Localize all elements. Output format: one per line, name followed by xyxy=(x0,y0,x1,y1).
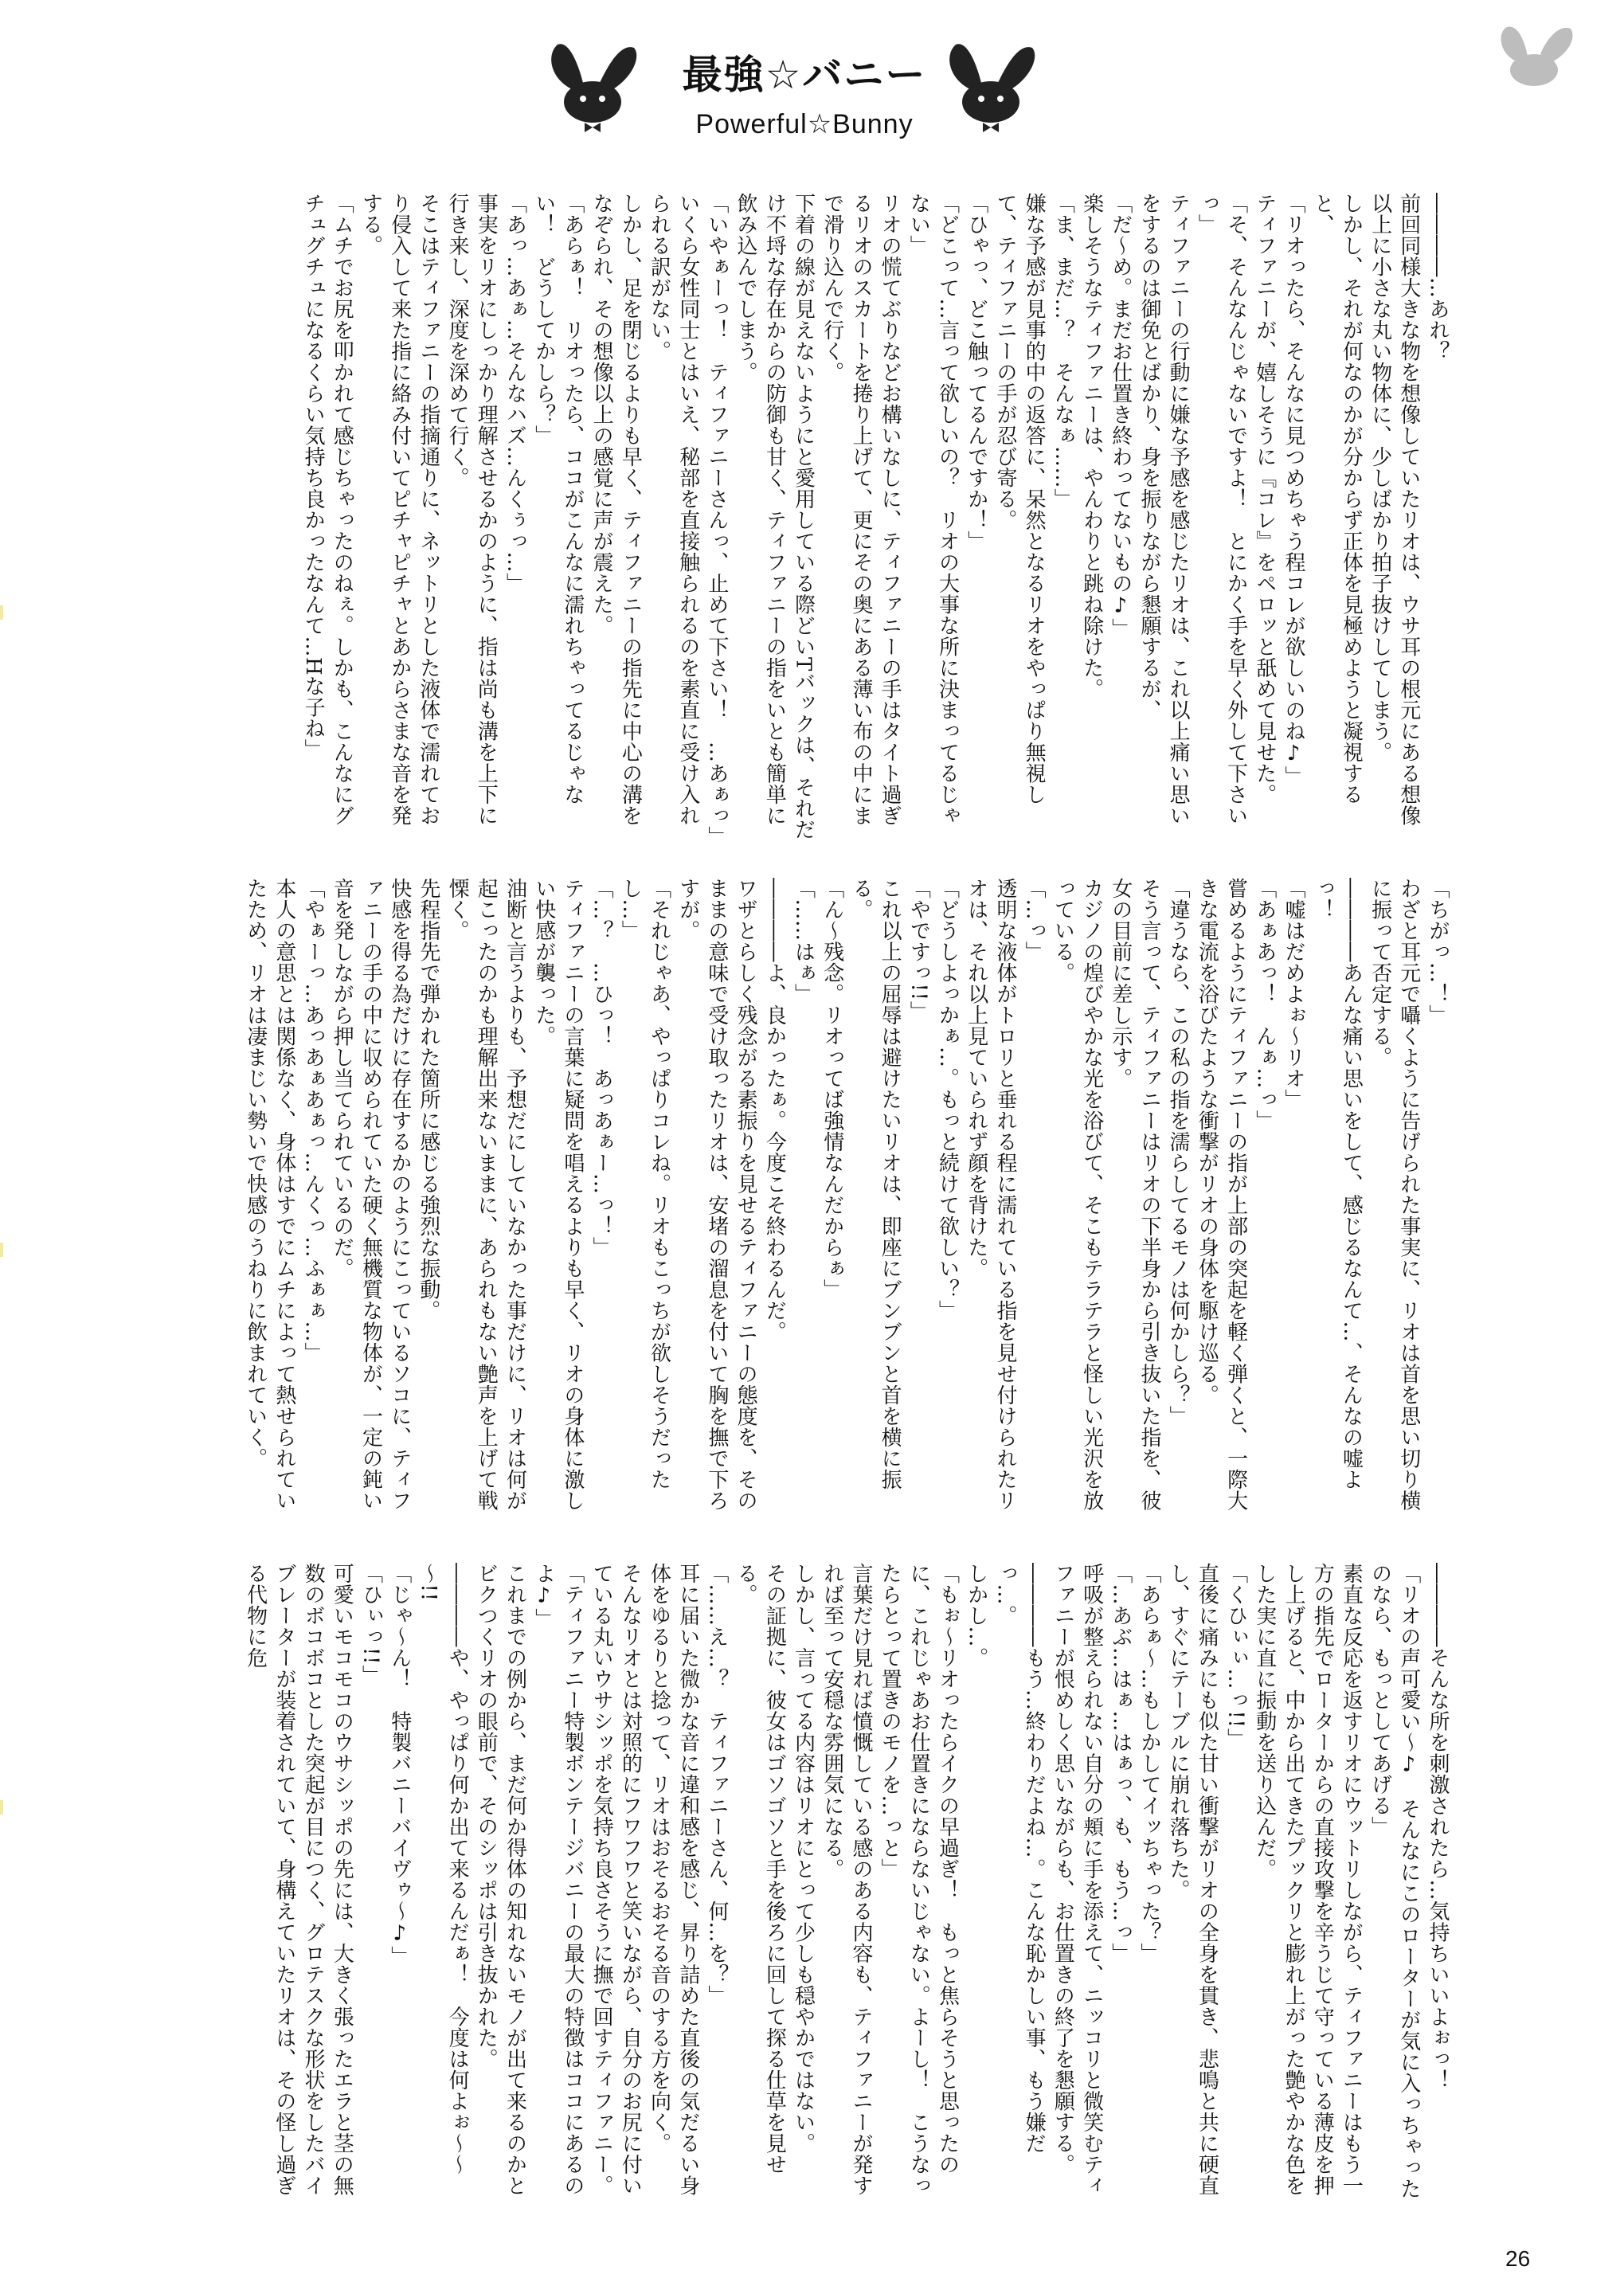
paragraph: これまでの例から、まだ何か得体の知れないモノが出て来るのかとビクつくリオの眼前で、そのシッポは引き抜かれた。 xyxy=(474,1563,527,2196)
paragraph: しかし…。 xyxy=(964,1563,988,1669)
paragraph: 「やですっ!!」 xyxy=(906,878,931,1022)
paragraph: 下着の線が見えないようにと愛用している際どいTバックは、それだけ不埒な存在からの防御も甘く、ティファニーの指をいとも簡単に飲み込んでしまう。 xyxy=(734,193,816,840)
paragraph: ティファニーの行動に嫌な予感を感じたリオは、これ以上痛い思いをするのは御免とばかり、身を振りながら懇願するが、 xyxy=(1137,193,1191,826)
paragraph: 「…？ …ひっ！ あっあぁー…っ！」 xyxy=(589,878,614,1258)
paragraph: その証拠に、彼女はゴソゴソと手を後ろに回して探る仕草を見せる。 xyxy=(734,1563,787,2175)
paragraph: 本人の意思とは関係なく、身体はすでにムチによって熱せられていたため、リオは凄まじい勢いで快感のうねりに飲まれていく。 xyxy=(243,878,296,1511)
paragraph: 「どうしよっかぁ…。もっと続けて欲しい？」 xyxy=(935,878,960,1321)
paragraph: そう言って、ティファニーはリオの下半身から引き抜いた指を、彼女の目前に差し示す。 xyxy=(1108,878,1161,1511)
paragraph: 「ちがっ…！」 xyxy=(1426,878,1450,1026)
paragraph: ――――あんな痛い思いをして、感じるなんて…、そんなの嘘よっ！ xyxy=(1310,878,1364,1490)
paragraph: 「あっ…あぁ…そんなハズ…んくぅっ…」 xyxy=(503,193,527,594)
paragraph: ――――そんな所を刺激されたら…気持ちいいよぉっ！ xyxy=(1426,1563,1450,2091)
paragraph: そこはティファニーの指摘通りに、ネットリとした液体で濡れており侵入して来た指に絡み付いてピチャピチャとあからさまな音を発する。 xyxy=(358,193,440,826)
paragraph: 楽しそうなティファニーは、やんわりと跳ね除けた。 xyxy=(1079,193,1104,699)
paragraph: 可愛いモコモコのウサシッポの先には、大きく張ったエラと茎の無数のボコボコとした突起が目につく、グロテスクな形状をしたバイブレーターが装着されていて、身構えていたリオは、その怪し過ぎる代物に危 xyxy=(243,1563,354,2196)
paragraph: 「ティファニー特製ボンテージバニーの最大の特徴はココにあるのよ♪」 xyxy=(531,1563,585,2196)
paragraph: リオの慌てぶりなどお構いなしに、ティファニーの手はタイト過ぎるリオのスカートを捲り上げて、更にその奥にある薄い布の中にまで滑り込んで行く。 xyxy=(820,193,902,826)
paragraph: そんなリオとは対照的にフワフワと笑いながら、自分のお尻に付いている丸いウサシッポを気持ち良さそうに撫で回すティファニー。 xyxy=(589,1563,643,2196)
paragraph: 「もぉ～リオったらイクの早過ぎ！ もっと焦らそうと思ったのに、これじゃあお仕置きにならないじゃない。よーし！ こうなったらとって置きのモノを…っと」 xyxy=(878,1563,960,2196)
paragraph: 「あらぁ～…もしかしてイッちゃった？」 xyxy=(1137,1563,1161,1964)
paragraph: ――――…あれ？ xyxy=(1426,193,1450,362)
paragraph: しかし、それが何なのかが分からず正体を見極めようと凝視すると、 xyxy=(1310,193,1364,805)
paragraph: ――――や、やっぱり何か出て来るんだぁ！ 今度は何よぉ～～～!! xyxy=(416,1563,470,2175)
paragraph: 快感を得る為だけに存在するかのようにこっているソコに、ティファニーの手の中に収められていた硬く無機質な物体が、一定の鈍い音を発しながら押し当てられているのだ。 xyxy=(330,878,412,1511)
paragraph: しかし、足を閉じるよりも早く、ティファニーの指先に中心の溝をなぞられ、その想像以上の感覚に声が震えた。 xyxy=(589,193,643,826)
paragraph: 「…あぶ…はぁ…はぁっ、も、もう…っ」 xyxy=(1108,1563,1133,1964)
text-column-top xyxy=(130,193,1452,848)
paragraph: カジノの煌びやかな光を浴びて、そこもテラテラと怪しい光沢を放っている。 xyxy=(1051,878,1104,1511)
page-header xyxy=(526,22,1083,142)
paragraph: ティファニーが、嬉しそうに『コレ』をペロッと舐めて見せた。 xyxy=(1252,193,1277,805)
paragraph: 「嘘はだめよぉ～リオ」 xyxy=(1281,878,1305,1110)
paragraph: 直後に痛みにも似た甘い衝撃がリオの全身を貫き、悲鳴と共に硬直し、すぐにテーブルに崩れ落ちた。 xyxy=(1166,1563,1219,2196)
paragraph: 「いやぁーっ！ ティファニーさんっ、止めて下さい！ …あぁっ」 xyxy=(704,193,729,848)
paragraph: 「リオったら、そんなに見つめちゃう程コレが欲しいのね♪」 xyxy=(1281,193,1305,787)
paragraph: いくら女性同士とはいえ、秘部を直接触られるのを素直に受け入れられる訳がない。 xyxy=(647,193,700,826)
paragraph: 「それじゃあ、やっぱりコレね。リオもこっちが欲しそうだったし…」 xyxy=(618,878,671,1490)
paragraph: 「じゃ～ん！ 特製バニーバイヴゥ～♪」 xyxy=(387,1563,412,1967)
paragraph: 「違うなら、この私の指を濡らしてるモノは何かしら？」 xyxy=(1166,878,1191,1427)
paragraph: 嫌な予感が見事的中の返答に、呆然となるリオをやっぱり無視して、ティファニーの手が忍び寄る。 xyxy=(992,193,1047,805)
paragraph: 「くひぃぃ…っ!!」 xyxy=(1223,1563,1248,1749)
paragraph: 「……はぁ」 xyxy=(791,878,816,1004)
paragraph: 「どこって…言って欲しいの？ リオの大事な所に決まってるじゃない」 xyxy=(906,193,960,826)
paragraph: 言葉だけ見れば憤慨している感のある内容も、ティファニーが発すれば至って安穏な雰囲気になる。 xyxy=(820,1563,873,2196)
paragraph: 「ムチでお尻を叩かれて感じちゃったのねぇ。しかも、こんなにグチュグチュになるくらい気持ち良かったなんて…Hな子ね」 xyxy=(301,193,354,826)
bunny-logo-icon xyxy=(542,40,645,135)
paragraph: ワザとらしく残念がる素振りを見せるティファニーの態度を、そのままの意味で受け取ったリオは、安堵の溜息を付いて胸を撫で下ろすが。 xyxy=(675,878,758,1511)
text-column-bottom xyxy=(130,1563,1452,2213)
paragraph: わざと耳元で囁くように告げられた事実に、リオは首を思い切り横に振って否定する。 xyxy=(1368,878,1421,1511)
paragraph: 「そ、そんなんじゃないですよ！ とにかく手を早く外して下さいっ」 xyxy=(1195,193,1248,826)
page-title: 最強☆バニー xyxy=(682,52,927,98)
paragraph: 「リオの声可愛い～♪ そんなにこのローターが気に入っちゃったのなら、もっとしてあげる」 xyxy=(1368,1563,1421,2199)
text-column-middle xyxy=(130,878,1452,1528)
paragraph: 嘗めるようにティファニーの指が上部の突起を軽く弾くと、一際大きな電流を浴びたような衝撃がリオの身体を駆け巡る。 xyxy=(1195,878,1248,1511)
binding-mark xyxy=(0,1800,3,1814)
paragraph: 前回同様大きな物を想像していたリオは、ウサ耳の根元にある想像以上に小さな丸い物体に、少しばかり拍子抜けしてしまう。 xyxy=(1368,193,1421,826)
paragraph: 「やぁーっ…あっあぁあぁっ…んくっ…ふぁぁ…」 xyxy=(301,878,326,1364)
paragraph: 「あらぁ！ リオったら、ココがこんなに濡れちゃってるじゃない！ どうしてかしら？」 xyxy=(531,193,585,805)
paragraph: 「……え…？ ティファニーさん、何…を？」 xyxy=(704,1563,729,2006)
paragraph: 油断と言うよりも、予想だにしていなかった事だけに、リオは何が起こったのかも理解出来ないままに、あられもない艶声を上げて戦慄く。 xyxy=(445,878,527,1511)
paragraph: 呼吸が整えられない自分の頬に手を添えて、ニッコリと微笑むティファニーが恨めしく思いながらも、お仕置きの終了を懇願する。 xyxy=(1051,1563,1104,2196)
paragraph: 先程指先で弾かれた箇所に感じる強烈な振動。 xyxy=(416,878,440,1321)
paragraph: 事実をリオにしっかり理解させるかのように、指は尚も溝を上下に行き来し、深度を深めて行く。 xyxy=(445,193,499,826)
paragraph: しかし、言ってる内容はリオにとって少しも穏やかではない。 xyxy=(791,1563,816,2154)
paragraph: ――――もう…終わりだよね…。こんな恥かしい事、もう嫌だっ…。 xyxy=(992,1563,1047,2154)
binding-mark xyxy=(0,1243,3,1257)
bunny-corner-decoration-icon xyxy=(1491,21,1587,92)
bunny-logo-icon xyxy=(940,40,1043,135)
page-subtitle: Powerful☆Bunny xyxy=(695,109,914,139)
paragraph: 「…っ」 xyxy=(1022,878,1047,962)
paragraph: これ以上の屈辱は避けたいリオは、即座にブンブンと首を横に振る。 xyxy=(848,878,902,1490)
paragraph: 透明な液体がトロリと垂れる程に濡れている指を見せ付けられたリオは、それ以上見ていられず顔を背けた。 xyxy=(964,878,1017,1511)
page-number: 26 xyxy=(1505,2246,1531,2271)
paragraph: 素直な反応を返すリオにウットリしながら、ティファニーはもう一方の指先でローターからの直接攻撃を辛うじて守っている薄皮を押し上げると、中から出てきたプックリと膨れ上がった艶やかな色をした実に直に振動を送り込んだ。 xyxy=(1252,1563,1364,2196)
binding-mark xyxy=(0,605,3,620)
paragraph: 「ん～残念。リオってば強情なんだからぁ」 xyxy=(820,878,844,1300)
paragraph: 「あぁあっ！ んぁ…っ」 xyxy=(1252,878,1277,1131)
paragraph: 「ひゃっ、どこ触ってるんですか！」 xyxy=(964,193,988,552)
paragraph: 「ひぃっ!!」 xyxy=(358,1563,383,1686)
paragraph: ――――よ、良かったぁ。今度こそ終わるんだ。 xyxy=(762,878,787,1342)
paragraph: 耳に届いた微かな音に違和感を感じ、昇り詰めた直後の気だるい身体をゆるりと捻って、リオはおそるおそる音のする方を向く。 xyxy=(647,1563,700,2196)
paragraph: ティファニーの言葉に疑問を唱えるよりも早く、リオの身体に激しい快感が襲った。 xyxy=(531,878,585,1511)
paragraph: 「ま、まだ…？ そんなぁ……」 xyxy=(1051,193,1075,510)
paragraph: 「だ～め。まだお仕置き終わってないもの♪」 xyxy=(1108,193,1133,640)
